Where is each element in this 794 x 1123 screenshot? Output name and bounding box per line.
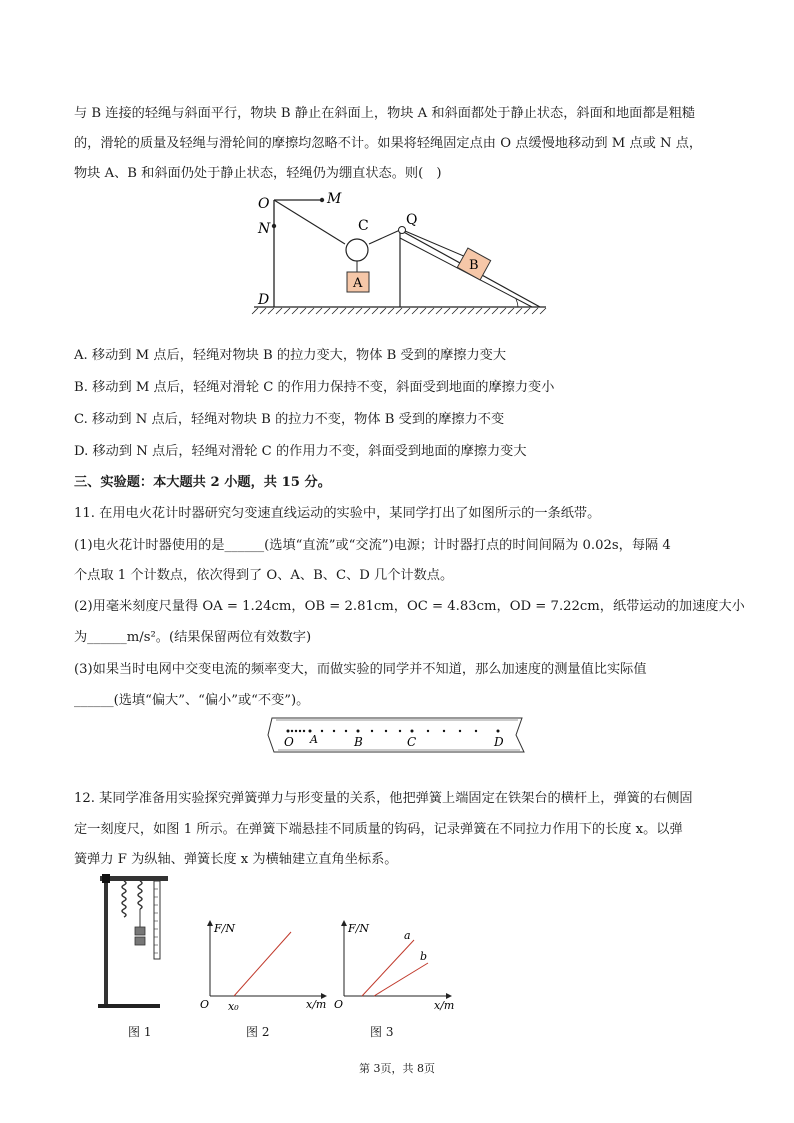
label-a: A xyxy=(353,276,363,291)
caption-fig2: 图 2 xyxy=(246,1025,270,1039)
fig2-line xyxy=(234,932,291,996)
fig2-x0-label: x₀ xyxy=(228,1000,239,1013)
q10-stem-line-2: 的，滑轮的质量及轻绳与滑轮间的摩擦均忽略不计。如果将轻绳固定点由 O 点缓慢地移动到 M 点或 N 点， xyxy=(74,136,703,151)
q11-line-4: (2)用毫米刻度尺量得 OA = 1.24cm，OB = 2.81cm，OC = 4.83cm，OD = 7.22cm，纸带运动的加速度大小 xyxy=(74,599,745,614)
q10-pulley-incline-figure xyxy=(250,186,550,318)
tape-label-c: C xyxy=(407,735,417,749)
spring-left xyxy=(122,881,126,917)
fig3-line-b xyxy=(374,963,428,996)
q10-option-a: A. 移动到 M 点后，轻绳对物块 B 的拉力变大，物体 B 受到的摩擦力变大 xyxy=(74,348,507,363)
fig3-label-b: b xyxy=(420,950,428,963)
q11-line-2: (1)电火花计时器使用的是______(选填“直流”或“交流”)电源；计时器打点的时间间隔为 0.02s，每隔 4 xyxy=(74,538,671,553)
rope-to-b xyxy=(405,231,466,257)
point-m xyxy=(320,198,324,202)
q11-line-7: ______(选填“偏大”、“偏小”或“不变”)。 xyxy=(74,693,310,708)
label-o: O xyxy=(258,196,270,212)
q12-line-1: 12. 某同学准备用实验探究弹簧弹力与形变量的关系，他把弹簧上端固定在铁架台的横杆上，弹簧的右侧固 xyxy=(74,791,693,806)
tape-label-a: A xyxy=(310,733,318,746)
pulley-q xyxy=(399,227,406,234)
hook-weight-1 xyxy=(135,927,145,935)
q10-option-d: D. 移动到 N 点后，轻绳对滑轮 C 的作用力不变，斜面受到地面的摩擦力变大 xyxy=(74,444,527,459)
fig3-label-a: a xyxy=(404,929,411,942)
q11-line-5: 为______m/s²。(结果保留两位有效数字) xyxy=(74,630,312,645)
q10-option-c: C. 移动到 N 点后，轻绳对物块 B 的拉力不变，物体 B 受到的摩擦力不变 xyxy=(74,412,505,427)
q10-stem-line-3: 物块 A、B 和斜面仍处于静止状态，轻绳仍为绷直状态。则( ) xyxy=(74,166,442,181)
rope-right xyxy=(369,230,400,244)
ground-hatching xyxy=(252,308,546,314)
label-n: N xyxy=(258,221,271,237)
pulley-c xyxy=(346,239,368,261)
q10-option-b: B. 移动到 M 点后，轻绳对滑轮 C 的作用力保持不变，斜面受到地面的摩擦力变小 xyxy=(74,380,555,395)
stand-base xyxy=(98,1004,160,1008)
label-c: C xyxy=(358,218,369,234)
point-n xyxy=(272,224,276,228)
tape-label-o: O xyxy=(284,735,294,749)
stand-pole xyxy=(104,878,108,1004)
fig3-origin: O xyxy=(334,998,344,1011)
q12-line-3: 簧弹力 F 为纵轴、弹簧长度 x 为横轴建立直角坐标系。 xyxy=(74,852,398,867)
fig3-ylabel: F/N xyxy=(348,922,369,935)
angle-arc xyxy=(516,299,518,307)
label-q: Q xyxy=(406,212,418,228)
fig1-spring-stand xyxy=(92,872,172,1012)
spring-right xyxy=(138,881,142,909)
fig3-xlabel: x/m xyxy=(434,999,455,1012)
fig2-graph xyxy=(196,918,336,1018)
paper-tape-figure xyxy=(266,716,528,754)
caption-fig3: 图 3 xyxy=(370,1025,394,1039)
fig3-graph xyxy=(330,918,470,1018)
fig2-ylabel: F/N xyxy=(214,922,235,935)
fig2-origin: O xyxy=(200,998,210,1011)
stand-crossbar xyxy=(100,876,168,881)
page-footer: 第 3页，共 8页 xyxy=(359,1062,435,1075)
label-b: B xyxy=(469,258,479,273)
label-m: M xyxy=(327,191,342,207)
q11-line-6: (3)如果当时电网中交变电流的频率变大，而做实验的同学并不知道，那么加速度的测量值比实际值 xyxy=(74,662,647,677)
q11-line-1: 11. 在用电火花计时器研究匀变速直线运动的实验中，某同学打出了如图所示的一条纸带。 xyxy=(74,506,601,521)
tape-outline xyxy=(268,718,524,752)
label-d: D xyxy=(258,292,270,308)
q11-line-3: 个点取 1 个计数点，依次得到了 O、A、B、C、D 几个计数点。 xyxy=(74,568,454,583)
section-heading: 三、实验题：本大题共 2 小题，共 15 分。 xyxy=(74,475,331,490)
q10-stem-line-1: 与 B 连接的轻绳与斜面平行，物块 B 静止在斜面上，物块 A 和斜面都处于静止状态，斜面和地面都是粗糙 xyxy=(74,106,696,121)
q12-line-2: 定一刻度尺，如图 1 所示。在弹簧下端悬挂不同质量的钩码，记录弹簧在不同拉力作用下的长度 x。以弹 xyxy=(74,822,683,837)
hook-weight-2 xyxy=(135,937,145,945)
caption-fig1: 图 1 xyxy=(128,1025,152,1039)
fig2-xlabel: x/m xyxy=(306,998,327,1011)
ruler xyxy=(154,881,160,959)
tape-label-b: B xyxy=(354,735,363,749)
tape-label-d: D xyxy=(494,735,504,749)
